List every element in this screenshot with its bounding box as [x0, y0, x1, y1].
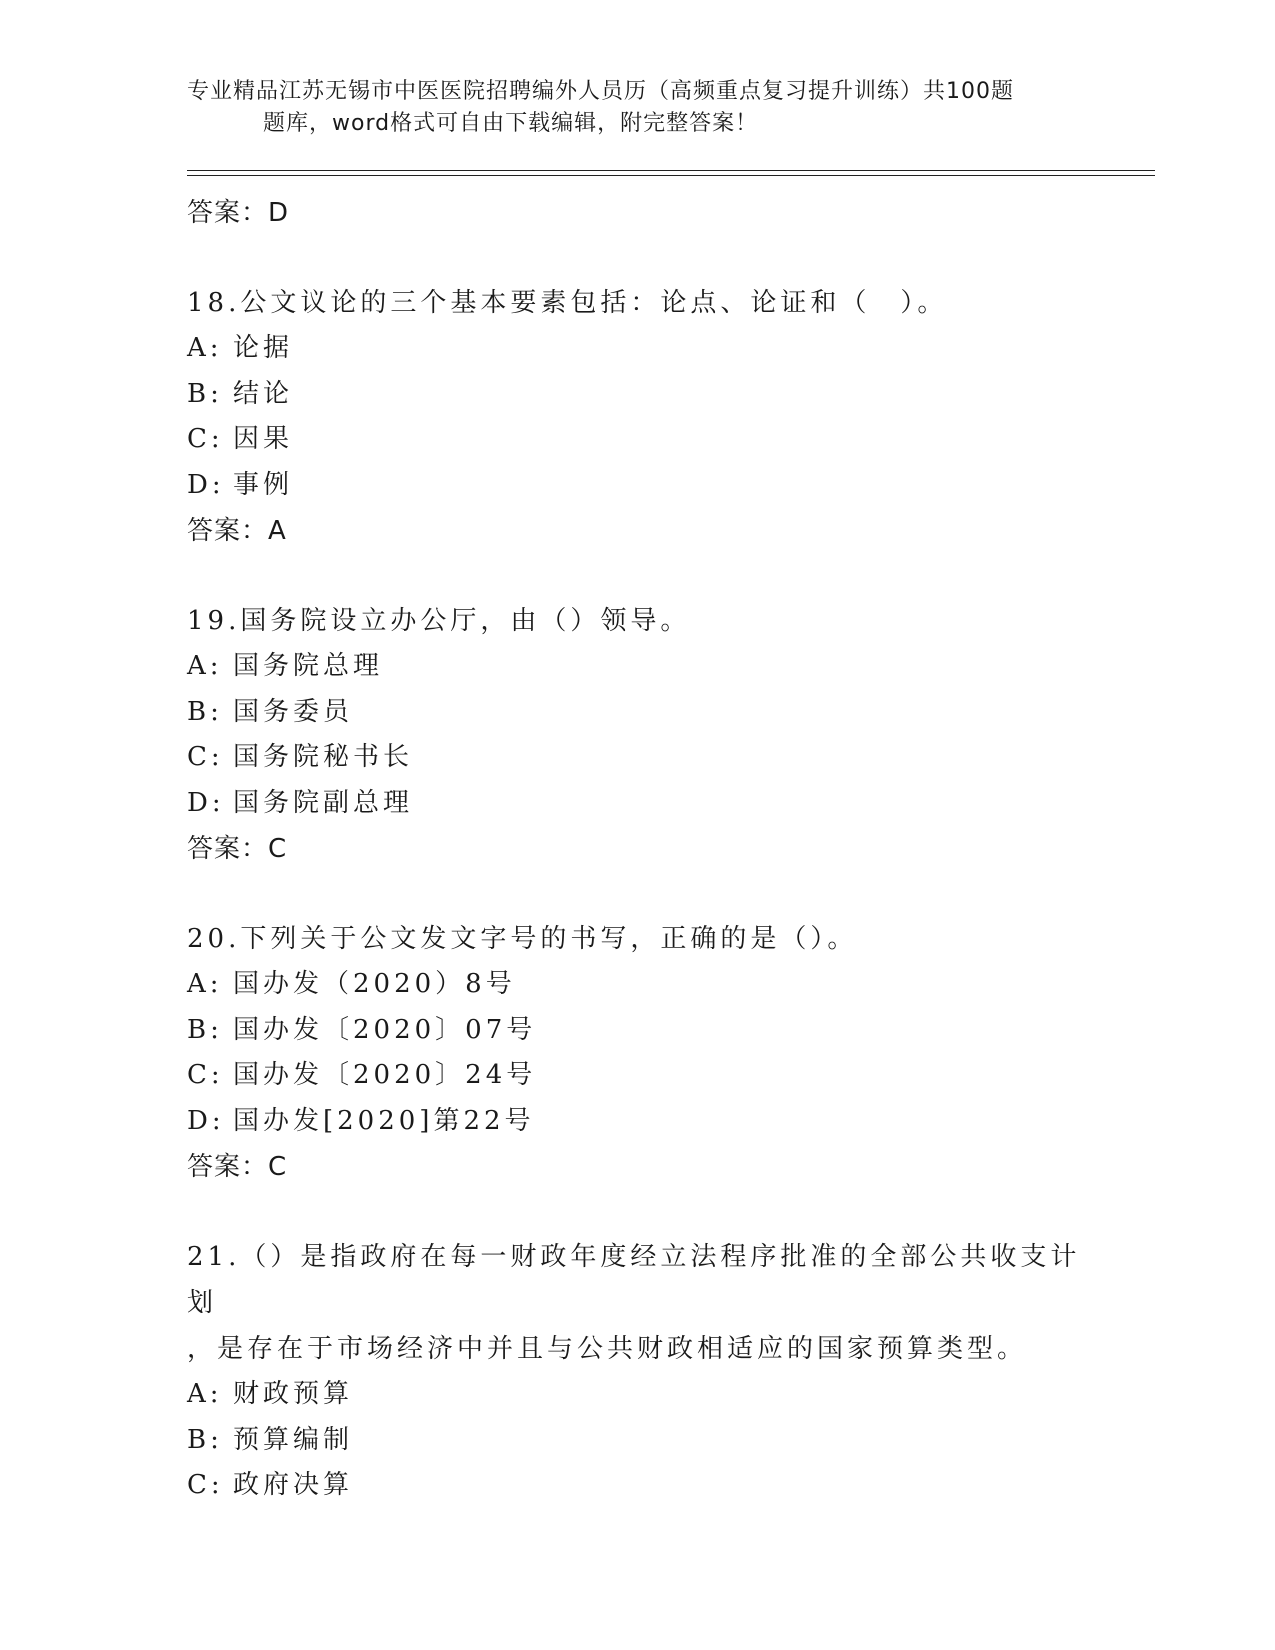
option-d	[187, 1099, 1087, 1145]
option-key: D:	[187, 1105, 225, 1136]
option-text: 国办发（2020）8号	[233, 969, 516, 999]
header-divider-top	[187, 170, 1155, 171]
option-key: C:	[187, 742, 224, 772]
option-key: B:	[187, 1424, 223, 1455]
option-text: 国务院总理	[233, 651, 384, 681]
question-18	[187, 280, 1087, 554]
option-text: 国务委员	[233, 696, 354, 727]
option-key: D:	[187, 787, 225, 818]
option-c	[187, 1463, 1087, 1509]
option-text: 预算编制	[233, 1424, 354, 1455]
option-key: B:	[187, 378, 223, 409]
answer-q18: 答案：A	[187, 516, 287, 546]
option-text: 事例	[233, 469, 294, 500]
answer-q20: 答案：C	[187, 1152, 288, 1182]
question-text-line-2: ，是存在于市场经济中并且与公共财政相适应的国家预算类型。	[187, 1334, 1028, 1364]
option-key: C:	[187, 424, 224, 454]
question-text: 18.公文议论的三个基本要素包括：论点、论证和（ ）。	[187, 288, 948, 318]
option-key: A:	[187, 333, 223, 363]
option-key: C:	[187, 1060, 224, 1090]
option-a	[187, 326, 1087, 372]
option-key: A:	[187, 651, 223, 681]
option-key: A:	[187, 1379, 223, 1409]
option-a	[187, 962, 1087, 1008]
question-text: 19.国务院设立办公厅，由（）领导。	[187, 606, 691, 636]
option-text: 因果	[233, 424, 294, 454]
option-text: 国办发[2020]第22号	[233, 1105, 535, 1136]
option-c	[187, 1053, 1087, 1099]
question-19	[187, 598, 1087, 872]
document-header	[187, 76, 1087, 140]
option-text: 国务院副总理	[233, 787, 414, 818]
option-key: D:	[187, 469, 225, 500]
option-text: 政府决算	[233, 1470, 354, 1500]
question-20	[187, 916, 1087, 1190]
option-b	[187, 1418, 1087, 1464]
option-text: 结论	[233, 378, 294, 409]
option-text: 财政预算	[233, 1379, 354, 1409]
option-key: B:	[187, 696, 223, 727]
option-a	[187, 1372, 1087, 1418]
answer-q17: 答案：D	[187, 198, 290, 228]
header-title-line-1: 专业精品江苏无锡市中医医院招聘编外人员历（高频重点复习提升训练）共100题	[187, 79, 1014, 104]
option-a	[187, 644, 1087, 690]
header-divider-bottom	[187, 175, 1155, 176]
option-key: A:	[187, 969, 223, 999]
question-text: 20.下列关于公文发文字号的书写，正确的是（）。	[187, 924, 858, 954]
option-c	[187, 735, 1087, 781]
option-c	[187, 417, 1087, 463]
option-d	[187, 463, 1087, 509]
option-text: 国办发〔2020〕07号	[233, 1014, 537, 1045]
option-b	[187, 1008, 1087, 1054]
option-text: 论据	[233, 333, 294, 363]
option-key: B:	[187, 1014, 223, 1045]
question-21	[187, 1234, 1087, 1509]
option-key: C:	[187, 1470, 224, 1500]
answer-q19: 答案：C	[187, 834, 288, 864]
header-title-line-2: 题库，word格式可自由下载编辑，附完整答案！	[263, 111, 759, 136]
option-b	[187, 372, 1087, 418]
option-text: 国务院秘书长	[233, 742, 414, 772]
document-body	[187, 190, 1087, 1509]
option-d	[187, 781, 1087, 827]
question-text-line-1: 21.（）是指政府在每一财政年度经立法程序批准的全部公共收支计划	[187, 1242, 1081, 1318]
option-text: 国办发〔2020〕24号	[233, 1060, 537, 1090]
option-b	[187, 690, 1087, 736]
